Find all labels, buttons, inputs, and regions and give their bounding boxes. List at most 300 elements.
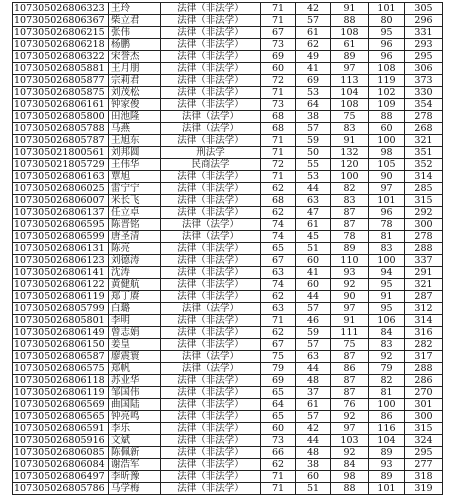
total-score-cell: 337 xyxy=(405,255,443,267)
major-cell: 法律（法学） xyxy=(161,123,261,135)
table-row xyxy=(13,399,443,411)
politics-score-cell: 62 xyxy=(261,291,296,303)
major-cell: 法律（非法学） xyxy=(161,87,261,99)
foreign-language-score-cell: 57 xyxy=(296,15,331,27)
major-cell: 法律（非法学） xyxy=(161,15,261,27)
major-cell: 法律（非法学） xyxy=(161,387,261,399)
table-row xyxy=(13,267,443,279)
subject2-score-cell: 101 xyxy=(369,3,405,15)
table-row xyxy=(13,327,443,339)
table-row xyxy=(13,435,443,447)
politics-score-cell: 65 xyxy=(261,387,296,399)
foreign-language-score-cell: 51 xyxy=(296,243,331,255)
major-cell: 法律（非法学） xyxy=(161,183,261,195)
table-row xyxy=(13,315,443,327)
subject1-score-cell: 91 xyxy=(331,135,369,147)
total-score-cell: 300 xyxy=(405,411,443,423)
subject2-score-cell: 101 xyxy=(369,483,405,495)
name-cell: 陈佩新 xyxy=(109,447,161,459)
name-cell: 苏业华 xyxy=(109,375,161,387)
name-cell: 宗莉君 xyxy=(109,75,161,87)
name-cell: 曾志娟 xyxy=(109,327,161,339)
name-cell: 廖震寰 xyxy=(109,351,161,363)
exam-id-cell: 107305026805916 xyxy=(13,435,109,447)
politics-score-cell: 74 xyxy=(261,231,296,243)
major-cell: 法律（非法学） xyxy=(161,99,261,111)
politics-score-cell: 63 xyxy=(261,267,296,279)
politics-score-cell: 74 xyxy=(261,219,296,231)
subject1-score-cell: 89 xyxy=(331,51,369,63)
foreign-language-score-cell: 64 xyxy=(296,99,331,111)
politics-score-cell: 71 xyxy=(261,135,296,147)
exam-id-cell: 107305026806161 xyxy=(13,99,109,111)
foreign-language-score-cell: 62 xyxy=(296,39,331,51)
name-cell: 马燕 xyxy=(109,123,161,135)
exam-id-cell: 107305026806323 xyxy=(13,3,109,15)
exam-id-cell: 107305026805800 xyxy=(13,111,109,123)
subject1-score-cell: 97 xyxy=(331,63,369,75)
table-row xyxy=(13,243,443,255)
exam-id-cell: 107305026806150 xyxy=(13,339,109,351)
foreign-language-score-cell: 49 xyxy=(296,51,331,63)
major-cell: 法律（非法学） xyxy=(161,243,261,255)
subject2-score-cell: 91 xyxy=(369,291,405,303)
subject2-score-cell: 95 xyxy=(369,279,405,291)
exam-id-cell: 107305026806163 xyxy=(13,171,109,183)
foreign-language-score-cell: 60 xyxy=(296,279,331,291)
exam-id-cell: 107305021805729 xyxy=(13,159,109,171)
major-cell: 法律（非法学） xyxy=(161,375,261,387)
table-row xyxy=(13,447,443,459)
major-cell: 法律（法学） xyxy=(161,231,261,243)
subject2-score-cell: 90 xyxy=(369,171,405,183)
name-cell: 李明 xyxy=(109,315,161,327)
table-row xyxy=(13,63,443,75)
major-cell: 法律（非法学） xyxy=(161,39,261,51)
exam-id-cell: 107305026805788 xyxy=(13,123,109,135)
total-score-cell: 270 xyxy=(405,387,443,399)
exam-id-cell: 107305026806131 xyxy=(13,243,109,255)
subject1-score-cell: 93 xyxy=(331,267,369,279)
exam-id-cell: 107305026805875 xyxy=(13,87,109,99)
total-score-cell: 317 xyxy=(405,351,443,363)
exam-id-cell: 107305026806007 xyxy=(13,195,109,207)
table-row xyxy=(13,123,443,135)
foreign-language-score-cell: 59 xyxy=(296,135,331,147)
name-cell: 任立卓 xyxy=(109,207,161,219)
exam-id-cell: 107305026806587 xyxy=(13,351,109,363)
subject2-score-cell: 105 xyxy=(369,159,405,171)
table-row xyxy=(13,351,443,363)
table-row xyxy=(13,183,443,195)
major-cell: 法律（非法学） xyxy=(161,447,261,459)
subject1-score-cell: 83 xyxy=(331,195,369,207)
foreign-language-score-cell: 50 xyxy=(296,147,331,159)
major-cell: 法律（法学） xyxy=(161,363,261,375)
name-cell: 王玲 xyxy=(109,3,161,15)
subject2-score-cell: 102 xyxy=(369,87,405,99)
name-cell: 马学梅 xyxy=(109,483,161,495)
subject1-score-cell: 82 xyxy=(331,183,369,195)
total-score-cell: 315 xyxy=(405,423,443,435)
politics-score-cell: 71 xyxy=(261,3,296,15)
subject1-score-cell: 61 xyxy=(331,39,369,51)
major-cell: 刑法学 xyxy=(161,147,261,159)
foreign-language-score-cell: 69 xyxy=(296,75,331,87)
politics-score-cell: 64 xyxy=(261,399,296,411)
total-score-cell: 319 xyxy=(405,483,443,495)
subject1-score-cell: 98 xyxy=(331,471,369,483)
table-row xyxy=(13,291,443,303)
foreign-language-score-cell: 57 xyxy=(296,123,331,135)
politics-score-cell: 67 xyxy=(261,255,296,267)
subject1-score-cell: 75 xyxy=(331,339,369,351)
politics-score-cell: 67 xyxy=(261,27,296,39)
name-cell: 钟家俊 xyxy=(109,99,161,111)
exam-id-cell: 107305026806575 xyxy=(13,363,109,375)
subject1-score-cell: 90 xyxy=(331,291,369,303)
table-row xyxy=(13,87,443,99)
subject1-score-cell: 103 xyxy=(331,435,369,447)
subject2-score-cell: 95 xyxy=(369,27,405,39)
politics-score-cell: 71 xyxy=(261,471,296,483)
subject1-score-cell: 97 xyxy=(331,423,369,435)
exam-id-cell: 107305026806367 xyxy=(13,15,109,27)
total-score-cell: 321 xyxy=(405,279,443,291)
politics-score-cell: 71 xyxy=(261,171,296,183)
major-cell: 法律（非法学） xyxy=(161,291,261,303)
total-score-cell: 293 xyxy=(405,39,443,51)
subject2-score-cell: 79 xyxy=(369,363,405,375)
exam-id-cell: 107305026805786 xyxy=(13,483,109,495)
politics-score-cell: 67 xyxy=(261,339,296,351)
table-row xyxy=(13,39,443,51)
major-cell: 法律（非法学） xyxy=(161,423,261,435)
politics-score-cell: 68 xyxy=(261,195,296,207)
subject2-score-cell: 116 xyxy=(369,423,405,435)
total-score-cell: 295 xyxy=(405,51,443,63)
total-score-cell: 285 xyxy=(405,183,443,195)
table-row xyxy=(13,375,443,387)
total-score-cell: 321 xyxy=(405,135,443,147)
foreign-language-score-cell: 61 xyxy=(296,399,331,411)
table-row xyxy=(13,423,443,435)
name-cell: 米长飞 xyxy=(109,195,161,207)
table-row xyxy=(13,387,443,399)
table-row xyxy=(13,3,443,15)
total-score-cell: 300 xyxy=(405,219,443,231)
subject2-score-cell: 96 xyxy=(369,51,405,63)
exam-id-cell: 107305026806025 xyxy=(13,183,109,195)
foreign-language-score-cell: 53 xyxy=(296,87,331,99)
major-cell: 法律（非法学） xyxy=(161,459,261,471)
name-cell: 刘德涛 xyxy=(109,255,161,267)
subject2-score-cell: 108 xyxy=(369,63,405,75)
table-row xyxy=(13,195,443,207)
politics-score-cell: 75 xyxy=(261,351,296,363)
exam-id-cell: 107305026806215 xyxy=(13,27,109,39)
subject2-score-cell: 60 xyxy=(369,123,405,135)
subject1-score-cell: 88 xyxy=(331,15,369,27)
exam-id-cell: 107305026805799 xyxy=(13,303,109,315)
foreign-language-score-cell: 63 xyxy=(296,195,331,207)
foreign-language-score-cell: 47 xyxy=(296,207,331,219)
table-row xyxy=(13,255,443,267)
name-cell: 邹国伟 xyxy=(109,387,161,399)
foreign-language-score-cell: 55 xyxy=(296,159,331,171)
subject2-score-cell: 100 xyxy=(369,399,405,411)
name-cell: 陈晋铭 xyxy=(109,219,161,231)
foreign-language-score-cell: 48 xyxy=(296,375,331,387)
subject2-score-cell: 83 xyxy=(369,243,405,255)
total-score-cell: 301 xyxy=(405,399,443,411)
foreign-language-score-cell: 57 xyxy=(296,303,331,315)
politics-score-cell: 79 xyxy=(261,363,296,375)
subject2-score-cell: 89 xyxy=(369,447,405,459)
table-row xyxy=(13,75,443,87)
name-cell: 李昕豫 xyxy=(109,471,161,483)
name-cell: 刘茂松 xyxy=(109,87,161,99)
major-cell: 法律（非法学） xyxy=(161,315,261,327)
table-row xyxy=(13,99,443,111)
exam-id-cell: 107305026806123 xyxy=(13,255,109,267)
table-row xyxy=(13,159,443,171)
politics-score-cell: 73 xyxy=(261,435,296,447)
subject1-score-cell: 104 xyxy=(331,87,369,99)
exam-id-cell: 107305026805881 xyxy=(13,63,109,75)
subject1-score-cell: 88 xyxy=(331,483,369,495)
total-score-cell: 286 xyxy=(405,375,443,387)
total-score-cell: 316 xyxy=(405,327,443,339)
name-cell: 杨鹏 xyxy=(109,39,161,51)
subject2-score-cell: 82 xyxy=(369,375,405,387)
politics-score-cell: 71 xyxy=(261,147,296,159)
major-cell: 法律（非法学） xyxy=(161,267,261,279)
subject1-score-cell: 108 xyxy=(331,27,369,39)
subject1-score-cell: 76 xyxy=(331,399,369,411)
subject2-score-cell: 96 xyxy=(369,207,405,219)
table-row xyxy=(13,171,443,183)
subject2-score-cell: 84 xyxy=(369,327,405,339)
score-sheet xyxy=(12,2,442,495)
major-cell: 法律（非法学） xyxy=(161,51,261,63)
total-score-cell: 373 xyxy=(405,75,443,87)
foreign-language-score-cell: 44 xyxy=(296,183,331,195)
major-cell: 法律（非法学） xyxy=(161,135,261,147)
major-cell: 法律（非法学） xyxy=(161,75,261,87)
total-score-cell: 291 xyxy=(405,267,443,279)
total-score-cell: 330 xyxy=(405,87,443,99)
subject1-score-cell: 84 xyxy=(331,459,369,471)
total-score-cell: 295 xyxy=(405,447,443,459)
subject2-score-cell: 119 xyxy=(369,75,405,87)
exam-id-cell: 107305026806085 xyxy=(13,447,109,459)
total-score-cell: 288 xyxy=(405,363,443,375)
foreign-language-score-cell: 48 xyxy=(296,447,331,459)
exam-id-cell: 107305026805877 xyxy=(13,75,109,87)
name-cell: 郑帆 xyxy=(109,363,161,375)
politics-score-cell: 62 xyxy=(261,183,296,195)
exam-id-cell: 107305026806118 xyxy=(13,375,109,387)
politics-score-cell: 73 xyxy=(261,39,296,51)
name-cell: 柴立君 xyxy=(109,15,161,27)
foreign-language-score-cell: 59 xyxy=(296,327,331,339)
subject1-score-cell: 110 xyxy=(331,255,369,267)
subject2-score-cell: 93 xyxy=(369,459,405,471)
name-cell: 田池隆 xyxy=(109,111,161,123)
politics-score-cell: 62 xyxy=(261,207,296,219)
subject1-score-cell: 92 xyxy=(331,279,369,291)
subject2-score-cell: 100 xyxy=(369,255,405,267)
exam-id-cell: 107305026806122 xyxy=(13,279,109,291)
total-score-cell: 278 xyxy=(405,231,443,243)
table-row xyxy=(13,207,443,219)
exam-id-cell: 107305026806565 xyxy=(13,411,109,423)
score-table xyxy=(12,2,443,495)
foreign-language-score-cell: 61 xyxy=(296,27,331,39)
subject1-score-cell: 132 xyxy=(331,147,369,159)
politics-score-cell: 69 xyxy=(261,375,296,387)
major-cell: 法律（非法学） xyxy=(161,483,261,495)
table-row xyxy=(13,231,443,243)
foreign-language-score-cell: 42 xyxy=(296,3,331,15)
total-score-cell: 278 xyxy=(405,111,443,123)
subject1-score-cell: 120 xyxy=(331,159,369,171)
subject1-score-cell: 111 xyxy=(331,327,369,339)
foreign-language-score-cell: 37 xyxy=(296,387,331,399)
foreign-language-score-cell: 42 xyxy=(296,423,331,435)
table-row xyxy=(13,303,443,315)
foreign-language-score-cell: 44 xyxy=(296,363,331,375)
foreign-language-score-cell: 38 xyxy=(296,459,331,471)
politics-score-cell: 71 xyxy=(261,15,296,27)
exam-id-cell: 107305026805801 xyxy=(13,315,109,327)
foreign-language-score-cell: 60 xyxy=(296,255,331,267)
major-cell: 法律（非法学） xyxy=(161,207,261,219)
major-cell: 法律（非法学） xyxy=(161,195,261,207)
exam-id-cell: 107305026806591 xyxy=(13,423,109,435)
total-score-cell: 287 xyxy=(405,291,443,303)
subject2-score-cell: 100 xyxy=(369,135,405,147)
table-row xyxy=(13,219,443,231)
name-cell: 张伟 xyxy=(109,27,161,39)
exam-id-cell: 107305026806141 xyxy=(13,267,109,279)
foreign-language-score-cell: 41 xyxy=(296,63,331,75)
foreign-language-score-cell: 61 xyxy=(296,219,331,231)
politics-score-cell: 71 xyxy=(261,87,296,99)
foreign-language-score-cell: 51 xyxy=(296,483,331,495)
name-cell: 黄健航 xyxy=(109,279,161,291)
major-cell: 法律（非法学） xyxy=(161,3,261,15)
major-cell: 法律（非法学） xyxy=(161,339,261,351)
name-cell: 沈涛 xyxy=(109,267,161,279)
table-row xyxy=(13,363,443,375)
total-score-cell: 268 xyxy=(405,123,443,135)
table-row xyxy=(13,111,443,123)
subject1-score-cell: 91 xyxy=(331,315,369,327)
total-score-cell: 296 xyxy=(405,15,443,27)
exam-id-cell: 107305026806569 xyxy=(13,399,109,411)
major-cell: 法律（非法学） xyxy=(161,63,261,75)
foreign-language-score-cell: 44 xyxy=(296,291,331,303)
major-cell: 法律（法学） xyxy=(161,303,261,315)
major-cell: 法律（法学） xyxy=(161,351,261,363)
subject2-score-cell: 98 xyxy=(369,147,405,159)
major-cell: 法律（非法学） xyxy=(161,399,261,411)
exam-id-cell: 107305026806497 xyxy=(13,471,109,483)
subject1-score-cell: 92 xyxy=(331,447,369,459)
subject2-score-cell: 97 xyxy=(369,183,405,195)
politics-score-cell: 72 xyxy=(261,75,296,87)
politics-score-cell: 69 xyxy=(261,51,296,63)
exam-id-cell: 107305026806322 xyxy=(13,51,109,63)
subject1-score-cell: 100 xyxy=(331,171,369,183)
politics-score-cell: 66 xyxy=(261,447,296,459)
table-body xyxy=(13,3,443,495)
politics-score-cell: 62 xyxy=(261,327,296,339)
subject2-score-cell: 78 xyxy=(369,219,405,231)
politics-score-cell: 68 xyxy=(261,111,296,123)
total-score-cell: 314 xyxy=(405,315,443,327)
exam-id-cell: 107305026805787 xyxy=(13,135,109,147)
major-cell: 法律（非法学） xyxy=(161,327,261,339)
table-row xyxy=(13,471,443,483)
subject2-score-cell: 101 xyxy=(369,195,405,207)
name-cell: 姜皇 xyxy=(109,339,161,351)
total-score-cell: 354 xyxy=(405,99,443,111)
name-cell: 李乐 xyxy=(109,423,161,435)
politics-score-cell: 60 xyxy=(261,423,296,435)
politics-score-cell: 65 xyxy=(261,411,296,423)
major-cell: 法律（非法学） xyxy=(161,279,261,291)
name-cell: 雷宁宁 xyxy=(109,183,161,195)
table-row xyxy=(13,411,443,423)
name-cell: 王月朋 xyxy=(109,63,161,75)
exam-id-cell: 107305026806149 xyxy=(13,327,109,339)
subject1-score-cell: 75 xyxy=(331,111,369,123)
exam-id-cell: 107305026806218 xyxy=(13,39,109,51)
table-row xyxy=(13,27,443,39)
subject1-score-cell: 87 xyxy=(331,375,369,387)
politics-score-cell: 72 xyxy=(261,159,296,171)
total-score-cell: 306 xyxy=(405,63,443,75)
foreign-language-score-cell: 57 xyxy=(296,339,331,351)
table-row xyxy=(13,147,443,159)
table-row xyxy=(13,459,443,471)
subject1-score-cell: 86 xyxy=(331,363,369,375)
subject1-score-cell: 113 xyxy=(331,75,369,87)
foreign-language-score-cell: 38 xyxy=(296,111,331,123)
subject1-score-cell: 92 xyxy=(331,411,369,423)
subject1-score-cell: 87 xyxy=(331,207,369,219)
total-score-cell: 312 xyxy=(405,303,443,315)
subject2-score-cell: 96 xyxy=(369,39,405,51)
total-score-cell: 318 xyxy=(405,471,443,483)
foreign-language-score-cell: 63 xyxy=(296,351,331,363)
name-cell: 钟亮鸣 xyxy=(109,411,161,423)
politics-score-cell: 60 xyxy=(261,63,296,75)
total-score-cell: 314 xyxy=(405,171,443,183)
foreign-language-score-cell: 41 xyxy=(296,267,331,279)
total-score-cell: 324 xyxy=(405,435,443,447)
major-cell: 民商法学 xyxy=(161,159,261,171)
table-row xyxy=(13,135,443,147)
major-cell: 法律（法学） xyxy=(161,111,261,123)
table-row xyxy=(13,339,443,351)
name-cell: 文斌 xyxy=(109,435,161,447)
politics-score-cell: 71 xyxy=(261,315,296,327)
subject2-score-cell: 104 xyxy=(369,435,405,447)
